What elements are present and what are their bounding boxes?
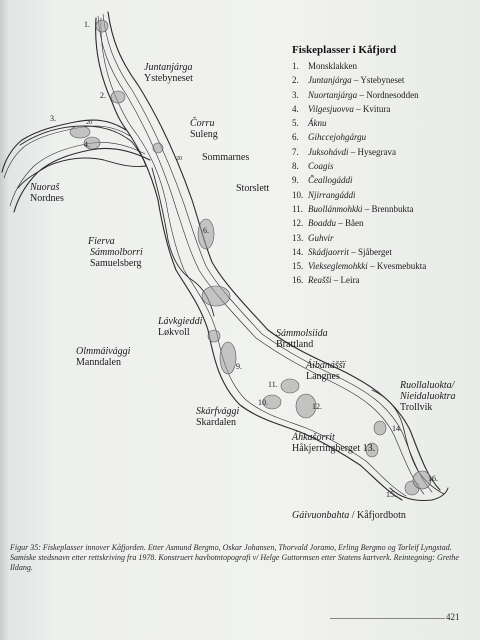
fishing-spot-3 xyxy=(70,126,90,138)
legend-item-number: 14. xyxy=(292,246,304,257)
place-sommarnes: Sommarnes xyxy=(202,152,250,163)
place-nuoras: Nuoraš Nordnes xyxy=(30,182,64,204)
legend-item-sami-name: Juntanjárga xyxy=(308,75,352,86)
place-ruollaluokta: Ruollaluokta/ xyxy=(400,380,455,391)
legend-item-norwegian-name: – Brennbukta xyxy=(362,203,414,214)
place-skarfvaggi: Skárfvággi Skardalen xyxy=(196,406,240,428)
marker-6: 6. xyxy=(203,226,209,235)
legend-item-norwegian-name: – Sjåberget xyxy=(349,246,392,257)
legend-item xyxy=(292,159,472,173)
fishing-spot-9 xyxy=(220,342,236,374)
legend-item-number: 12. xyxy=(292,218,304,229)
legend-item xyxy=(292,173,472,187)
legend-item-norwegian-name: – Hysegrava xyxy=(348,146,396,157)
marker-20a: 20 xyxy=(86,120,92,126)
legend-item-sami-name: Skádjaorrit xyxy=(308,246,350,257)
legend-item xyxy=(292,73,472,87)
marker-2: 2. xyxy=(100,91,106,100)
legend-item-number: 6. xyxy=(292,132,299,143)
legend-item xyxy=(292,188,472,202)
marker-12: 12. xyxy=(312,402,322,411)
legend-item-sami-name: Viekseglemohkki xyxy=(308,261,368,272)
fishing-spot-11 xyxy=(281,379,299,393)
legend-item-sami-name: Vilgesjuovva xyxy=(308,103,354,114)
legend-item-number: 2. xyxy=(292,75,299,86)
legend-item-norwegian-name: – Leira xyxy=(331,275,360,286)
figure-caption: Figur 35: Fiskeplasser innover Kåfjorden. Etter Asmund Bergmo, Oskar Johansen, Thorvald Joramo, Erling Bergmo og Torleif Lyngstad. Samiske stedsnavn etter rettskriving fra 1978. Konstruert havbotntopografi v/ Helge Guttormsen etter Statens kartverk. Reintegning: Grethe Ildang. xyxy=(10,543,459,572)
legend-item-sami-name: Gihccejohgárgu xyxy=(308,132,367,143)
place-storslett: Storslett xyxy=(236,183,270,194)
legend-item-norwegian-name: – Kvitura xyxy=(353,103,391,114)
marker-9: 9. xyxy=(236,362,242,371)
legend-item-number: 16. xyxy=(292,275,304,286)
legend-item-sami-name: Njirrangáddi xyxy=(308,189,356,200)
place-nieidaluoktra: Nieidaluoktra Trollvik xyxy=(400,391,456,413)
legend-item-number: 8. xyxy=(292,161,299,172)
legend-item-number: 15. xyxy=(292,261,304,272)
legend-item-sami-name: Reašši xyxy=(308,275,332,286)
depth-contour-nordnes-north xyxy=(4,126,130,178)
legend-item xyxy=(292,145,472,159)
marker-10: 10. xyxy=(258,398,268,407)
legend-item-number: 1. xyxy=(292,61,299,71)
place-sammolsiida: Sámmolsiida Brattland xyxy=(276,328,328,350)
legend-item xyxy=(292,245,472,259)
legend-item xyxy=(292,130,472,144)
place-sammolborri: Sámmolborri Samuelsberg xyxy=(90,247,143,269)
legend-item-number: 9. xyxy=(292,175,299,186)
legend-item-sami-name: Juksohávdi xyxy=(308,146,349,157)
legend-item-sami-name: Buollánmohkki xyxy=(308,203,363,214)
legend-item-sami-name: Coagis xyxy=(308,161,334,172)
legend-item-number: 13. xyxy=(292,232,304,243)
map-legend xyxy=(292,44,472,288)
place-juntanjarga: Juntanjárga Ystebyneset xyxy=(144,62,193,84)
fishing-spot-14 xyxy=(374,421,386,435)
legend-title: Fiskeplasser i Kåfjord xyxy=(292,44,397,56)
legend-item-number: 4. xyxy=(292,103,299,114)
legend-item-sami-name: Guhvir xyxy=(308,232,334,243)
marker-4: 4. xyxy=(84,140,90,149)
legend-item-number: 10. xyxy=(292,189,304,200)
legend-item-number: 7. xyxy=(292,146,299,157)
fishing-spot-2 xyxy=(111,91,125,103)
fishing-spot-8 xyxy=(208,330,220,342)
legend-item xyxy=(292,273,472,287)
fishing-spot-5 xyxy=(153,143,163,153)
legend-item-number: 11. xyxy=(292,203,303,214)
page-number: 421 xyxy=(446,612,460,622)
place-gaivuonbahta: Gáivuonbahta / Kåfjordbotn xyxy=(292,510,406,521)
legend-item xyxy=(292,102,472,116)
marker-16: 16. xyxy=(428,474,438,483)
legend-list xyxy=(292,59,472,288)
legend-item-norwegian-name: – Ystebyneset xyxy=(351,75,405,86)
legend-item-sami-name: Boaddu xyxy=(308,218,336,229)
footer-rule xyxy=(330,618,445,619)
legend-item xyxy=(292,88,472,102)
legend-item-number: 3. xyxy=(292,89,299,100)
legend-item-sami-name: Čeallogáddi xyxy=(308,175,353,186)
place-lavkgieddi: Lávkgieddi Løkvoll xyxy=(158,316,203,338)
place-fierva: Fierva xyxy=(88,236,115,247)
place-olmmaivaggi: Olmmáivággi Manndalen xyxy=(76,346,131,368)
legend-item-number: 5. xyxy=(292,118,299,129)
marker-14: 14. xyxy=(392,424,402,433)
place-corru: Čorru Suleng xyxy=(190,118,218,140)
legend-item-norwegian-name: – Båen xyxy=(336,218,364,229)
marker-3: 3. xyxy=(50,114,56,123)
place-ahkasorrit: Áhkašorrit Håkjerringberget 13. xyxy=(292,432,376,454)
legend-item-sami-name: Nuortanjárga xyxy=(308,89,358,100)
legend-item-sami-name: Áknu xyxy=(308,118,327,129)
legend-item xyxy=(292,216,472,230)
marker-1: 1. xyxy=(84,20,90,29)
marker-20b: 20 xyxy=(176,156,182,162)
legend-item xyxy=(292,259,472,273)
legend-item xyxy=(292,116,472,130)
legend-item-norwegian-name: Monsklakken xyxy=(308,61,357,71)
legend-item xyxy=(292,231,472,245)
marker-15: 15. xyxy=(386,490,396,499)
legend-item-norwegian-name: – Nordnesodden xyxy=(357,89,419,100)
marker-11: 11. xyxy=(268,380,278,389)
legend-item xyxy=(292,59,472,73)
place-aibanassi: Áibanáššï Langnes xyxy=(306,360,346,382)
fishing-spot-1 xyxy=(96,20,108,32)
legend-item xyxy=(292,202,472,216)
fishing-spot-7 xyxy=(202,286,230,306)
legend-item-norwegian-name: – Kvesmebukta xyxy=(367,261,427,272)
